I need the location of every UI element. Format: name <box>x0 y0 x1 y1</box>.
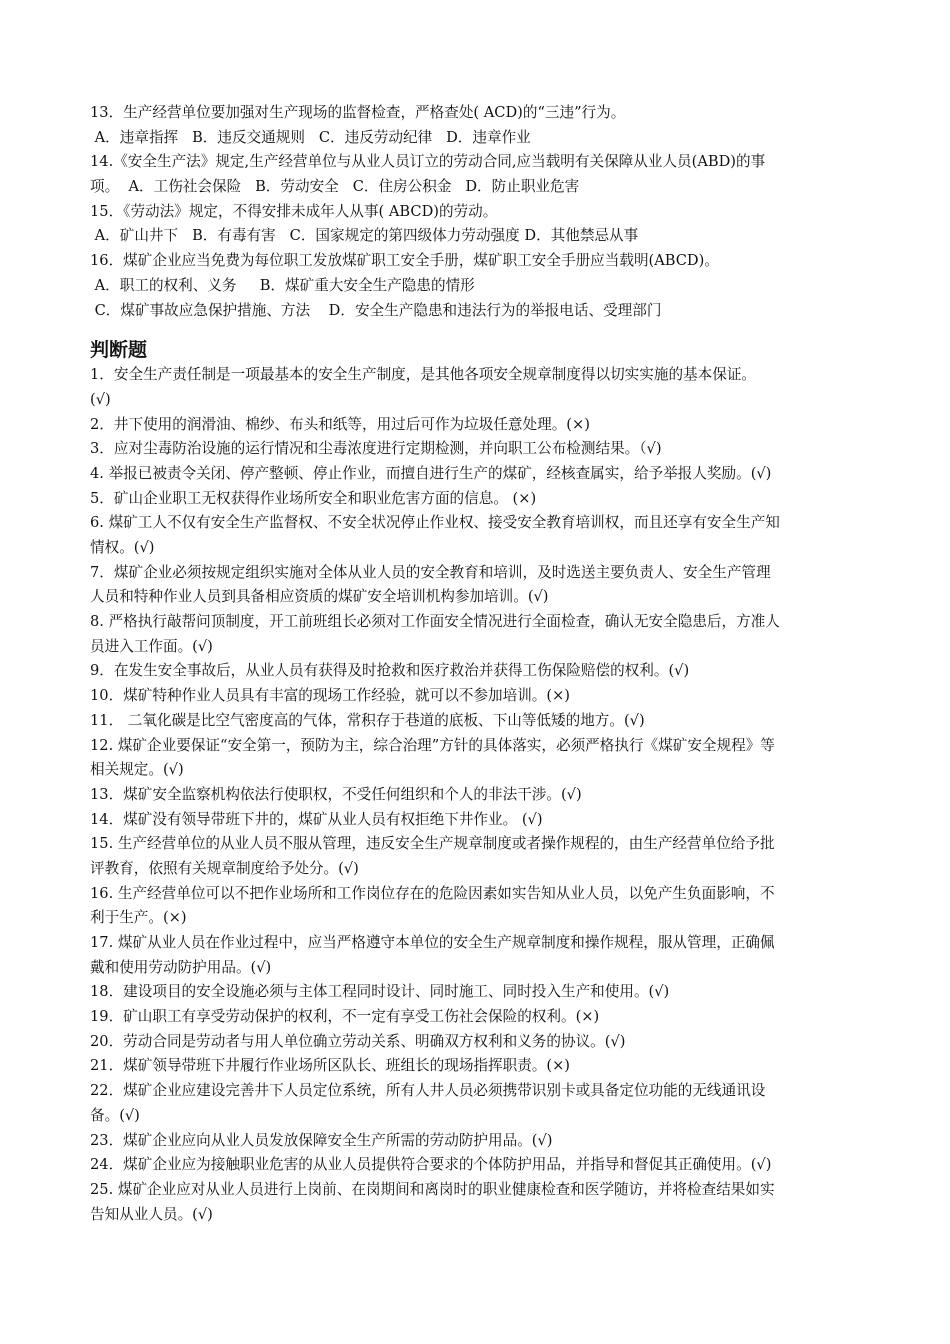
text-line: 项。 A．工伤社会保险 B．劳动安全 C．住房公积金 D．防止职业危害 <box>90 178 580 196</box>
text-line: 23．煤矿企业应向从业人员发放保障安全生产所需的劳动防护用品。(√) <box>90 1131 553 1149</box>
text-line: 戴和使用劳动防护用品。(√) <box>90 958 272 976</box>
text-line: 17. 煤矿从业人员在作业过程中，应当严格遵守本单位的安全生产规章制度和操作规程，服从管理，正确佩 <box>90 934 775 951</box>
text-line: 16. 生产经营单位可以不把作业场所和工作岗位存在的危险因素如实告知从业人员，以免产生负面影响，不 <box>90 884 775 902</box>
text-line: 20．劳动合同是劳动者与用人单位确立劳动关系、明确双方权利和义务的协议。(√) <box>90 1032 626 1050</box>
text-line: (√) <box>90 390 111 408</box>
text-line: 22．煤矿企业应建设完善井下人员定位系统，所有人井人员必须携带识别卡或具备定位功能的无线通讯设 <box>90 1082 766 1100</box>
section-title: 判断题 <box>90 339 148 362</box>
text-line: 13．生产经营单位要加强对生产现场的监督检查，严格查处( ACD)的“三违”行为。 <box>90 104 626 121</box>
text-line: 4. 举报已被责令关闭、停产整顿、停止作业，而擅自进行生产的煤矿，经核查属实，给予举报人奖励。(√) <box>90 464 772 482</box>
text-line: 评教育，依照有关规章制度给予处分。(√) <box>90 859 359 877</box>
text-line: 3．应对尘毒防治设施的运行情况和尘毒浓度进行定期检测，并向职工公布检测结果。（√) <box>90 440 662 458</box>
text-line: 2．井下使用的润滑油、棉纱、布头和纸等，用过后可作为垃圾任意处理。(×) <box>90 415 590 433</box>
text-line: 备。(√) <box>90 1106 140 1124</box>
text-line: 16．煤矿企业应当免费为每位职工发放煤矿职工安全手册，煤矿职工安全手册应当载明(ABCD)。 <box>90 252 719 270</box>
text-line: 1．安全生产责任制是一项最基本的安全生产制度，是其他各项安全规章制度得以切实实施的基本保证。 <box>90 366 757 384</box>
text-line: 告知从业人员。(√) <box>90 1205 213 1223</box>
text-line: 6. 煤矿工人不仅有安全生产监督权、不安全状况停止作业权、接受安全教育培训权，而且还享有安全生产知 <box>90 514 780 532</box>
text-line: 14.《安全生产法》规定,生产经营单位与从业人员订立的劳动合同,应当载明有关保障从业人员(ABD)的事 <box>90 153 766 171</box>
text-line: 人员和特种作业人员到具备相应资质的煤矿安全培训机构参加培训。(√) <box>90 588 549 606</box>
text-line: 5．矿山企业职工无权获得作业场所安全和职业危害方面的信息。 (×) <box>90 489 537 507</box>
text-line: 利于生产。(×) <box>90 909 187 927</box>
text-line: 11． 二氧化碳是比空气密度高的气体，常积存于巷道的底板、下山等低矮的地方。(√) <box>90 711 645 729</box>
text-line: 13．煤矿安全监察机构依法行使职权，不受任何组织和个人的非法干涉。(√) <box>90 785 582 803</box>
text-line: 7．煤矿企业必须按规定组织实施对全体从业人员的安全教育和培训，及时选送主要负责人、安全生产管理 <box>90 563 771 581</box>
text-line: A．职工的权利、义务 B．煤矿重大安全生产隐患的情形 <box>90 276 475 294</box>
true-false-section <box>90 363 862 1252</box>
text-line: C．煤矿事故应急保护措施、方法 D．安全生产隐患和违法行为的举报电话、受理部门 <box>90 301 662 319</box>
text-line: 19．矿山职工有享受劳动保护的权利，不一定有享受工伤社会保险的权利。(×) <box>90 1008 600 1026</box>
text-line: 18．建设项目的安全设施必须与主体工程同时设计、同时施工、同时投入生产和使用。(√) <box>90 983 670 1001</box>
text-line: 9．在发生安全事故后，从业人员有获得及时抢救和医疗救治并获得工伤保险赔偿的权利。(√) <box>90 662 690 680</box>
multiple-choice-section <box>90 101 862 323</box>
text-line <box>90 1227 862 1252</box>
text-line: A．矿山井下 B．有毒有害 C．国家规定的第四级体力劳动强度 D．其他禁忌从事 <box>90 227 639 245</box>
document-page <box>90 101 862 1252</box>
text-line: 8. 严格执行敲帮问顶制度，开工前班组长必须对工作面安全情况进行全面检查，确认无安全隐患后，方准人 <box>90 613 780 631</box>
text-line: A．违章指挥 B．违反交通规则 C．违反劳动纪律 D．违章作业 <box>90 128 531 146</box>
text-line: 员进入工作面。(√) <box>90 637 213 655</box>
text-line: 21．煤矿领导带班下井履行作业场所区队长、班组长的现场指挥职责。(×) <box>90 1057 571 1075</box>
text-line: 15. 生产经营单位的从业人员不服从管理，违反安全生产规章制度或者操作规程的，由生产经营单位给予批 <box>90 835 775 853</box>
text-line: 相关规定。(√) <box>90 761 184 779</box>
text-line: 12. 煤矿企业要保证“安全第一，预防为主，综合治理”方针的具体落实，必须严格执行《煤矿安全规程》等 <box>90 736 775 754</box>
text-line: 14．煤矿没有领导带班下井的，煤矿从业人员有权拒绝下井作业。 (√) <box>90 810 543 828</box>
text-line: 15．《劳动法》规定，不得安排未成年人从事( ABCD)的劳动。 <box>90 202 498 220</box>
text-line: 情权。(√) <box>90 539 155 556</box>
text-line: 25. 煤矿企业应对从业人员进行上岗前、在岗期间和离岗时的职业健康检查和医学随访，并将检查结果如实 <box>90 1180 775 1198</box>
text-line: 10．煤矿特种作业人员具有丰富的现场工作经验，就可以不参加培训。(×) <box>90 687 571 705</box>
text-line: 24．煤矿企业应为接触职业危害的从业人员提供符合要求的个体防护用品，并指导和督促其正确使用。(√) <box>90 1156 772 1174</box>
